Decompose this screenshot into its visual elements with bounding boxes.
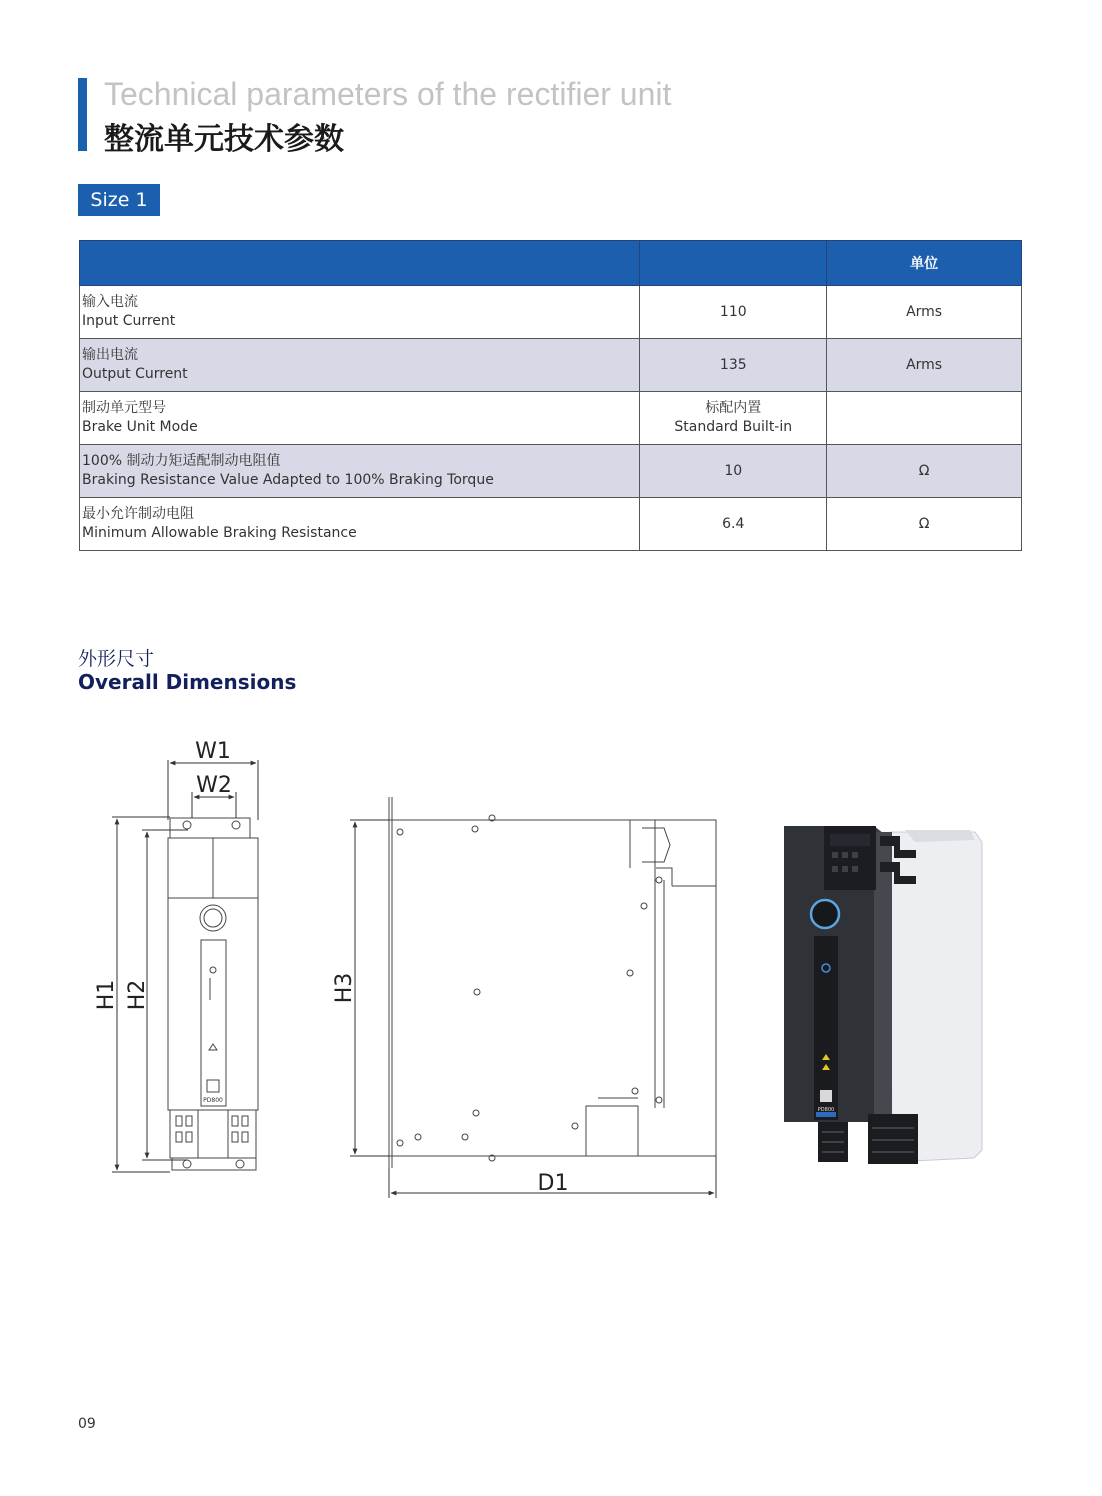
page-title-en: Technical parameters of the rectifier unit xyxy=(104,76,672,112)
param-cell xyxy=(80,445,640,498)
param-en: Input Current xyxy=(82,313,176,329)
dim-label-h3: H3 xyxy=(332,972,357,1004)
title-accent-bar xyxy=(78,78,87,151)
param-cell xyxy=(80,339,640,392)
value-cell xyxy=(640,392,827,445)
value-cell xyxy=(640,445,827,498)
side-view-drawing xyxy=(389,797,716,1168)
table-row xyxy=(80,339,1022,392)
value: 135 xyxy=(719,356,747,373)
table-row xyxy=(80,498,1022,551)
front-model-text: PD800 xyxy=(203,1097,223,1104)
param-en: Output Current xyxy=(82,366,188,382)
value-cell xyxy=(640,339,827,392)
value: 6.4 xyxy=(722,515,745,532)
dim-label-w2: W2 xyxy=(196,773,232,798)
param-en: Brake Unit Mode xyxy=(82,419,198,435)
side-dimension-lines xyxy=(350,820,716,1198)
param-cn: 输入电流 xyxy=(82,294,138,310)
dimensions-title-cn: 外形尺寸 xyxy=(78,648,155,670)
value: 标配内置 xyxy=(705,400,762,416)
table-row xyxy=(80,392,1022,445)
value-cell xyxy=(640,498,827,551)
product-image xyxy=(784,826,982,1164)
dim-label-h1: H1 xyxy=(94,979,119,1011)
unit-cell xyxy=(827,392,1022,445)
unit-cell: Arms xyxy=(827,286,1022,339)
unit-cell: Ω xyxy=(827,445,1022,498)
value: 10 xyxy=(724,462,743,479)
param-cn: 最小允许制动电阻 xyxy=(82,506,194,522)
value: 110 xyxy=(719,303,747,320)
table-header-row xyxy=(80,241,1022,286)
param-en: Minimum Allowable Braking Resistance xyxy=(82,525,357,541)
page-number: 09 xyxy=(78,1416,96,1432)
dim-label-d1: D1 xyxy=(537,1171,569,1196)
value-en: Standard Built-in xyxy=(674,419,793,435)
unit-cell: Ω xyxy=(827,498,1022,551)
value-cell xyxy=(640,286,827,339)
param-en: Braking Resistance Value Adapted to 100% Braking Torque xyxy=(82,472,494,488)
param-cell xyxy=(80,498,640,551)
dimension-drawings xyxy=(0,700,1102,1220)
dimensions-title-en: Overall Dimensions xyxy=(78,670,297,694)
dim-label-h2: H2 xyxy=(125,979,150,1011)
param-cn: 制动单元型号 xyxy=(82,400,166,416)
size-badge: Size 1 xyxy=(78,184,160,216)
photo-model-text: PD800 xyxy=(817,1107,835,1113)
param-cell xyxy=(80,392,640,445)
table-header-unit: 单位 xyxy=(827,241,1022,286)
table-row xyxy=(80,445,1022,498)
param-cell xyxy=(80,286,640,339)
table-header-param xyxy=(80,241,640,286)
table-header-value xyxy=(640,241,827,286)
page-title-cn: 整流单元技术参数 xyxy=(104,122,344,157)
param-cn: 输出电流 xyxy=(82,347,138,363)
dim-label-w1: W1 xyxy=(195,739,231,764)
unit-cell: Arms xyxy=(827,339,1022,392)
param-cn: 100% 制动力矩适配制动电阻值 xyxy=(82,453,281,469)
spec-table xyxy=(79,240,1022,551)
front-view-drawing xyxy=(168,818,258,1170)
table-row xyxy=(80,286,1022,339)
